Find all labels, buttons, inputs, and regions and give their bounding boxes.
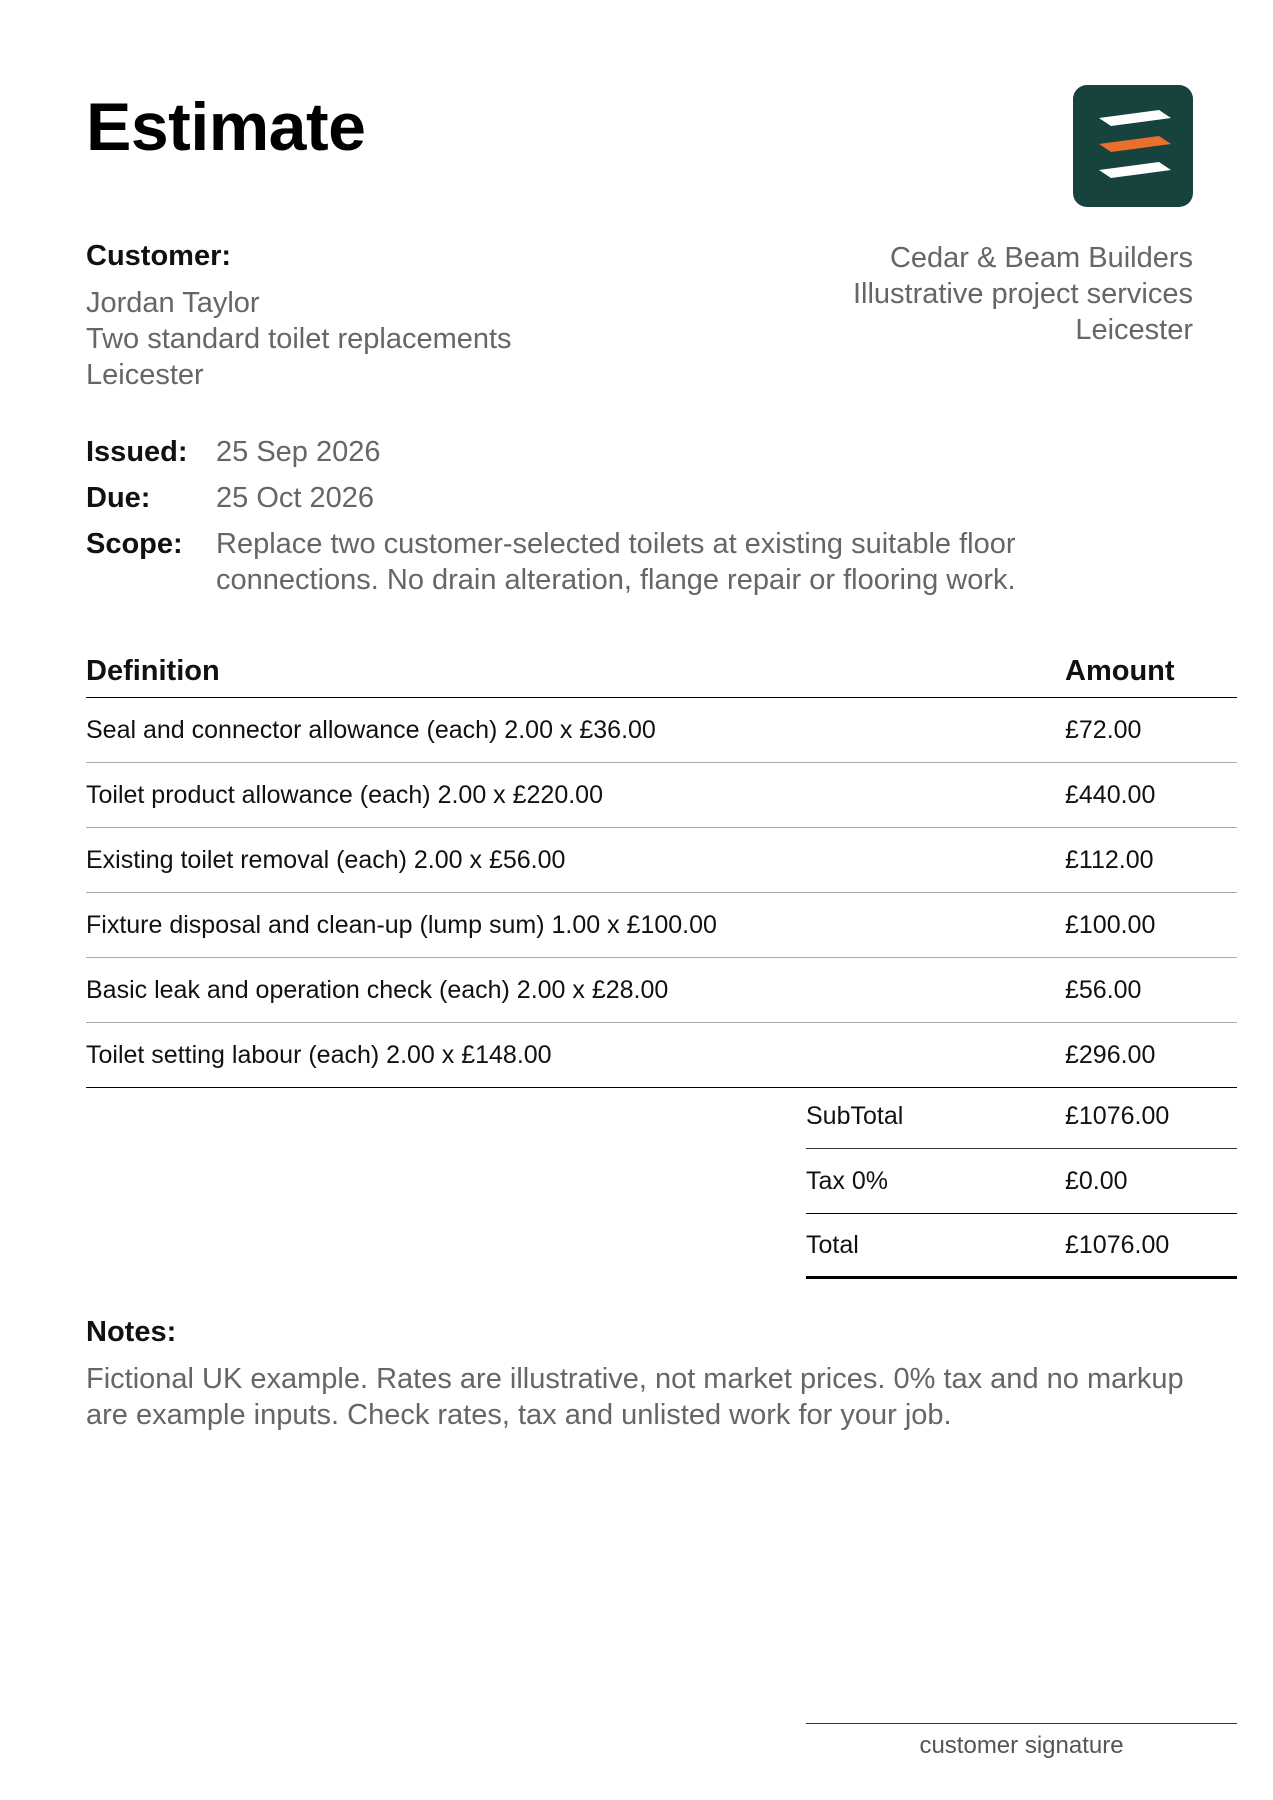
table-row [86,958,1237,1023]
row-definition: Basic leak and operation check (each) 2.00 x £28.00 [86,975,669,1004]
tax-label: Tax 0% [806,1166,888,1195]
issued-row [86,434,1116,470]
issued-label: Issued: [86,436,188,468]
due-label: Due: [86,482,151,514]
tax-value: £0.00 [1065,1166,1128,1195]
row-definition: Toilet setting labour (each) 2.00 x £148.00 [86,1040,552,1069]
table-header [86,655,1237,698]
due-row [86,480,1116,516]
row-amount: £56.00 [1065,975,1142,1004]
definition-header: Definition [86,655,220,687]
customer-project: Two standard toilet replacements [86,323,512,355]
customer-name: Jordan Taylor [86,287,260,319]
table-row [86,828,1237,893]
issued-date: 25 Sep 2026 [216,436,381,468]
signature-line [806,1723,1237,1724]
line-items-table [86,655,1237,1088]
company-name: Cedar & Beam Builders [889,242,1193,274]
subtotal-row [806,1084,1237,1149]
row-amount: £296.00 [1065,1040,1156,1069]
table-row [86,893,1237,958]
row-definition: Seal and connector allowance (each) 2.00 x £36.00 [86,715,656,744]
row-definition: Toilet product allowance (each) 2.00 x £220.00 [86,780,603,809]
due-date: 25 Oct 2026 [216,482,374,514]
stacked-planks-icon [1073,85,1193,207]
amount-header: Amount [1065,655,1175,687]
notes-text: Fictional UK example. Rates are illustrative, not market prices. 0% tax and no markup are example inputs. Check rates, tax and unlisted work for your job. [86,1363,1184,1431]
table-row [86,698,1237,763]
scope-row [86,526,1116,598]
tax-row [806,1149,1237,1214]
row-amount: £440.00 [1065,780,1156,809]
scope-label: Scope: [86,528,183,560]
total-value: £1076.00 [1065,1230,1170,1259]
table-row [86,763,1237,828]
signature-label: customer signature [919,1732,1124,1759]
totals-block [806,1084,1237,1279]
company-tagline: Illustrative project services [852,278,1193,310]
company-city: Leicester [1075,314,1193,346]
notes-block [86,1316,1206,1433]
customer-city: Leicester [86,359,204,391]
estimate-meta [86,434,1116,608]
scope-text: Replace two customer-selected toilets at existing suitable floor connections. No drain alteration, flange repair or flooring work. [216,528,1016,596]
row-amount: £100.00 [1065,910,1156,939]
customer-label: Customer: [86,240,232,272]
total-label: Total [806,1230,859,1259]
page-title: Estimate [86,89,366,165]
table-row [86,1023,1237,1088]
subtotal-value: £1076.00 [1065,1101,1170,1130]
row-definition: Fixture disposal and clean-up (lump sum) 1.00 x £100.00 [86,910,717,939]
subtotal-label: SubTotal [806,1101,904,1130]
notes-label: Notes: [86,1316,177,1348]
row-amount: £72.00 [1065,715,1142,744]
company-block [853,240,1193,348]
company-logo [1073,85,1193,207]
total-row [806,1214,1237,1279]
customer-block [86,240,512,393]
row-definition: Existing toilet removal (each) 2.00 x £56.00 [86,845,566,874]
row-amount: £112.00 [1065,845,1154,874]
